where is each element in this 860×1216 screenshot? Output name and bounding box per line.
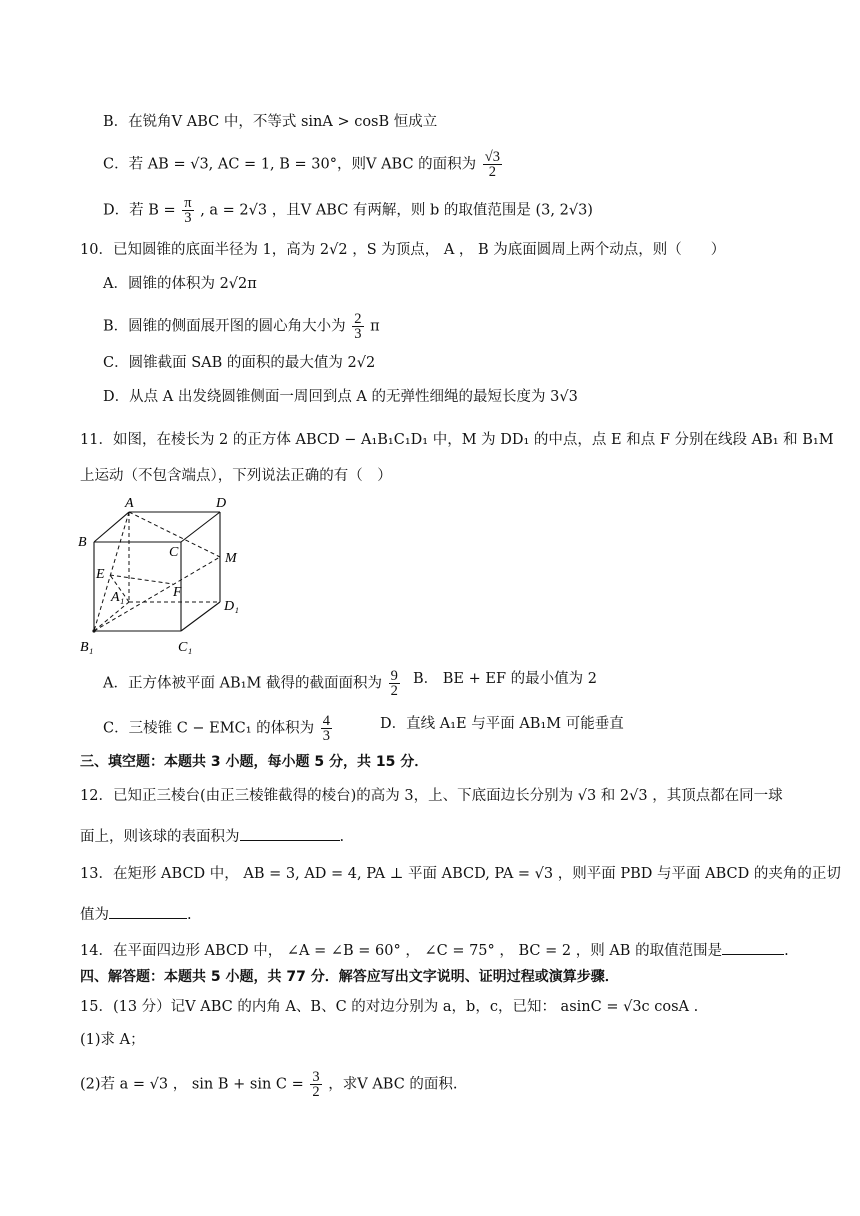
point-b1 (92, 629, 95, 632)
fraction-denominator: 2 (488, 164, 497, 180)
label-d1: D₁ (224, 599, 239, 614)
q10-option-b-text-post: π (370, 318, 380, 335)
q9-option-d-fraction (182, 196, 193, 225)
q11-option-c-fraction (321, 714, 332, 743)
q10-option-d: D．从点 A 出发绕圆锥侧面一周回到点 A 的无弹性细绳的最短长度为 3√3 (103, 389, 578, 405)
label-b: B (78, 535, 87, 550)
answer-blank (109, 904, 187, 919)
q11-option-c-text: C．三棱锥 C − EMC₁ 的体积为 (103, 720, 315, 737)
q11-option-b: B． BE + EF 的最小值为 2 (413, 671, 597, 687)
label-b1: B₁ (80, 640, 94, 655)
q15-stem: 15．(13 分）记V ABC 的内角 A、B、C 的对边分别为 a，b，c，已知： asinC = √3c cosA . (80, 999, 699, 1015)
q11-option-a (103, 669, 402, 698)
edge-c1d1 (181, 602, 220, 631)
fraction-numerator: 2 (354, 311, 362, 327)
q12-line1: 12．已知正三棱台(由正三棱锥截得的棱台)的高为 3，上、下底面边长分别为 √3 和 2√3 ，其顶点都在同一球 (80, 788, 783, 804)
label-a: A (125, 496, 134, 511)
edge-ba (94, 512, 129, 542)
fraction-numerator: π (184, 195, 192, 211)
q10-option-b-text-pre: B．圆锥的侧面展开图的圆心角大小为 (103, 318, 346, 335)
section-4-heading: 四、解答题：本题共 5 小题，共 77 分．解答应写出文字说明、证明过程或演算步骤． (80, 969, 619, 985)
q10-option-c: C．圆锥截面 SAB 的面积的最大值为 2√2 (103, 355, 376, 371)
q9-option-b: B．在锐角V ABC 中，不等式 sinA > cosB 恒成立 (103, 114, 438, 130)
fraction-denominator: 3 (184, 210, 192, 226)
q15-part2 (80, 1070, 458, 1099)
q15-part2-text-post: ，求V ABC 的面积. (328, 1076, 458, 1093)
q12-line2-text: 面上，则该球的表面积为 (80, 829, 240, 845)
answer-blank (240, 826, 340, 841)
label-e: E (96, 567, 105, 582)
q9-option-d-text-pre: D．若 B = (103, 202, 176, 219)
fraction-denominator: 2 (390, 683, 398, 699)
label-f: F (173, 585, 182, 600)
edge-cd (181, 512, 220, 542)
q11-option-d: D．直线 A₁E 与平面 AB₁M 可能垂直 (380, 716, 624, 732)
q9-option-c-text: C．若 AB = √3, AC = 1, B = 30°，则V ABC 的面积为 (103, 156, 477, 173)
cube-figure (74, 492, 254, 658)
q9-option-c-fraction (483, 150, 502, 179)
section-3-heading: 三、填空题：本题共 3 小题，每小题 5 分，共 15 分． (80, 754, 429, 770)
label-c: C (169, 545, 179, 560)
q14-period: . (784, 943, 789, 959)
fraction-numerator: √3 (484, 149, 500, 165)
q11-stem-line1: 11．如图，在棱长为 2 的正方体 ABCD − A₁B₁C₁D₁ 中，M 为 DD₁ 的中点，点 E 和点 F 分别在线段 AB₁ 和 B₁M (80, 432, 834, 448)
q10-option-b-fraction (352, 312, 363, 341)
q11-option-a-text: A．正方体被平面 AB₁M 截得的截面面积为 (103, 675, 382, 692)
q10-option-b (103, 312, 380, 341)
q13-line1: 13．在矩形 ABCD 中， AB = 3, AD = 4, PA ⊥ 平面 ABCD, PA = √3 ，则平面 PBD 与平面 ABCD 的夹角的正切 (80, 866, 841, 882)
q10-option-a: A．圆锥的体积为 2√2π (103, 276, 257, 292)
q13-line2-text: 值为 (80, 907, 109, 923)
q15-part2-fraction (310, 1070, 321, 1099)
q9-option-c (103, 150, 504, 179)
q12-line2-period: . (339, 829, 345, 845)
fraction-numerator: 9 (390, 668, 398, 684)
q14-text: 14．在平面四边形 ABCD 中， ∠A = ∠B = 60° ， ∠C = 75° ， BC = 2 ，则 AB 的取值范围是 (80, 943, 723, 959)
label-c1: C₁ (178, 640, 193, 655)
label-m: M (225, 551, 237, 566)
q9-option-d-text-post: , a = 2√3 ，且V ABC 有两解，则 b 的取值范围是 (3, 2√3) (200, 202, 593, 219)
label-a1: A₁ (111, 590, 125, 605)
q13-line2-period: . (187, 907, 192, 923)
label-d: D (216, 496, 227, 511)
fraction-denominator: 2 (312, 1084, 320, 1100)
fraction-numerator: 4 (322, 713, 330, 729)
q15-part2-text-pre: (2)若 a = √3 ， sin B + sin C = (80, 1076, 304, 1093)
fraction-denominator: 3 (354, 326, 362, 342)
fraction-denominator: 3 (322, 728, 330, 744)
edge-b1a1-hidden (94, 602, 129, 631)
q9-option-d (103, 196, 593, 225)
q12-line2 (80, 826, 344, 847)
q13-line2 (80, 904, 192, 925)
q10-stem: 10．已知圆锥的底面半径为 1，高为 2√2 ，S 为顶点， A ， B 为底面圆周上两个动点，则（ ） (80, 242, 726, 258)
q14 (80, 940, 789, 961)
segment-ef (110, 575, 173, 584)
q11-stem-line2: 上运动（不包含端点），下列说法正确的有（ ） (80, 468, 392, 484)
answer-blank (722, 940, 784, 955)
fraction-numerator: 3 (312, 1069, 320, 1085)
q11-option-a-fraction (389, 669, 400, 698)
q15-part1: (1)求 A； (80, 1032, 145, 1048)
q11-option-c (103, 714, 334, 743)
